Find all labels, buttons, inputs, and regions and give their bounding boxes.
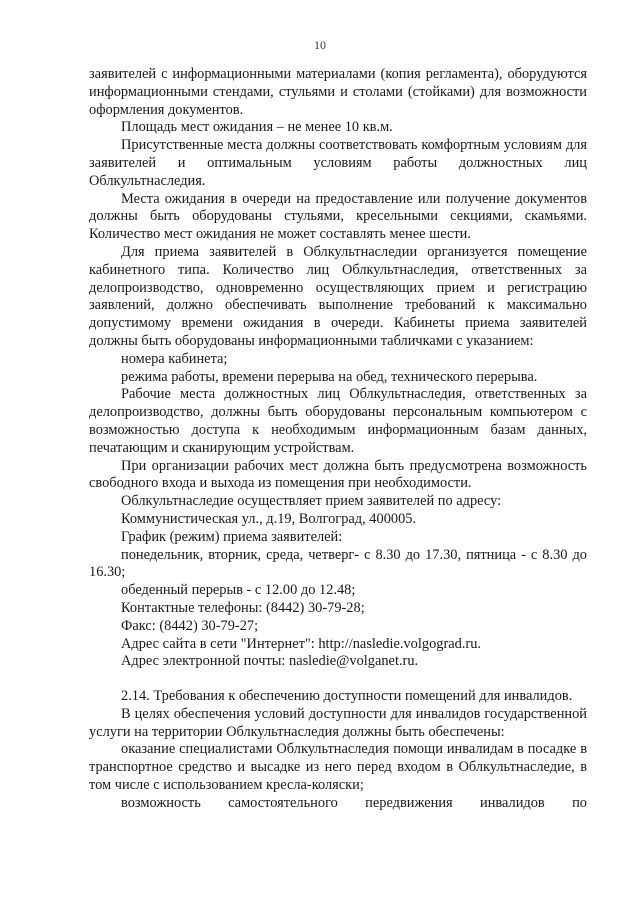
paragraph-gap (89, 671, 587, 688)
paragraph: заявителей с информационными материалами (копия регламента), оборудуются информационными стендами, стульями и столами (стойками) для возможности оформления документов. (89, 66, 587, 118)
paragraph: При организации рабочих мест должна быть предусмотрена возможность свободного входа и выхода из помещения при необходимости. (89, 457, 587, 492)
paragraph: режима работы, времени перерыва на обед, технического перерыва. (121, 368, 538, 385)
paragraph: Площадь мест ожидания – не менее 10 кв.м. (121, 119, 393, 136)
paragraph: номера кабинета; (121, 350, 228, 367)
paragraph: Адрес сайта в сети "Интернет": http://nasledie.volgograd.ru. (121, 635, 482, 652)
paragraph: оказание специалистами Облкультнаследия помощи инвалидам в посадке в транспортное средство и высадке из него перед входом в Облкультнаследие, в том числе с использованием кресла-коляски; (89, 741, 587, 794)
paragraph: Рабочие места должностных лиц Облкультнаследия, ответственных за делопроизводство, должны быть оборудованы персональным компьютером с возможностью доступа к необходимым информационным базам данных, печатающим и сканирующим устройствам. (89, 386, 587, 456)
page-number: 10 (314, 38, 326, 52)
paragraph: В целях обеспечения условий доступности для инвалидов государственной услуги на территории Облкультнаследия должны быть обеспечены: (89, 705, 587, 740)
paragraph: Присутственные места должны соответствовать комфортным условиям для заявителей и оптимальным условиям работы должностных лиц Облкультнаследия. (89, 137, 587, 189)
paragraph: 2.14. Требования к обеспечению доступности помещений для инвалидов. (121, 688, 573, 705)
paragraph: Места ожидания в очереди на предоставление или получение документов должны быть оборудованы стульями, кресельными секциями, скамьями. Количество мест ожидания не может составлять менее шести. (89, 190, 587, 243)
paragraph: График (режим) приема заявителей: (121, 528, 343, 545)
paragraph: Адрес электронной почты: nasledie@volganet.ru. (121, 653, 419, 670)
paragraph: Коммунистическая ул., д.19, Волгоград, 400005. (121, 510, 417, 527)
paragraph: обеденный перерыв - с 12.00 до 12.48; (121, 582, 356, 599)
paragraph: Факс: (8442) 30-79-27; (121, 617, 259, 634)
paragraph: Для приема заявителей в Облкультнаследии организуется помещение кабинетного типа. Количество лиц Облкультнаследия, ответственных за делопроизводство, одновременно осуществляющих прием и регистрацию заявлений, должно обеспечивать выполнение требований к максимально допустимому времени ожидания в очереди. Кабинеты приема заявителей должны быть оборудованы информационными табличками с указанием: (89, 243, 587, 349)
paragraph: возможность самостоятельного передвижения инвалидов по (121, 794, 587, 811)
paragraph: понедельник, вторник, среда, четверг- с 8.30 до 17.30, пятница - с 8.30 до 16.30; (89, 546, 587, 581)
paragraph: Облкультнаследие осуществляет прием заявителей по адресу: (121, 493, 502, 510)
document-body (89, 66, 587, 813)
paragraph: Контактные телефоны: (8442) 30-79-28; (121, 599, 365, 616)
